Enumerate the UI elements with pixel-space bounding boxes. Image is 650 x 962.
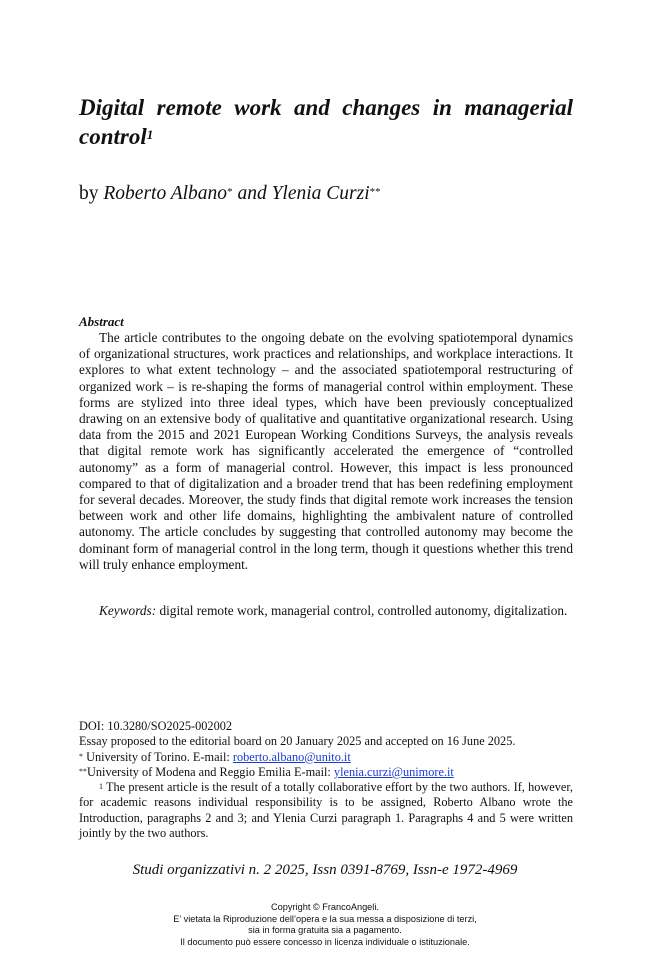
email-link-curzi[interactable]: ylenia.curzi@unimore.it	[333, 764, 454, 779]
journal-citation: Studi organizzativi n. 2 2025, Issn 0391-8769, Issn-e 1972-4969	[132, 862, 518, 878]
copyright-line-4: Il documento può essere concesso in licenza individuale o istituzionale.	[180, 936, 470, 947]
affiliation-1-mark: *	[79, 751, 83, 761]
byline-conjunction: and	[237, 183, 267, 204]
copyright-line-1: Copyright © FrancoAngeli.	[271, 902, 379, 912]
essay-dates-line: Essay proposed to the editorial board on 20 January 2025 and accepted on 16 June 2025.	[79, 734, 516, 749]
article-title	[79, 93, 573, 151]
author-1-mark: *	[227, 186, 233, 198]
abstract-heading: Abstract	[79, 314, 124, 329]
author-2-mark: **	[369, 186, 381, 198]
copyright-line-2: E’ vietata la Riproduzione dell’opera e la sua messa a disposizione di terzi,	[173, 913, 477, 924]
footnote-1	[79, 780, 573, 841]
affiliation-1-text: University of Torino. E-mail:	[83, 749, 233, 764]
abstract-body: The article contributes to the ongoing debate on the evolving spatiotemporal dynamics of organizational structures, work practices and relationships, and workplace interactions. It explores to what extent technology – and the associated spatiotemporal restructuring of organized work – is re-shaping the forms of managerial control within employment. These forms are stylized into three ideal types, which have been previously conceptualized drawing on an extensive body of qualitative and quantitative organizational research. Using data from the 2015 and 2021 European Working Conditions Surveys, the analysis reveals that digital remote work has significantly accelerated the emergence of “controlled autonomy” as a form of managerial control. However, this impact is less pronounced compared to that of digitalization and a broader trend that has been redefining employment for several decades. Moreover, the study finds that digital remote work increases the tension between work and other life domains, highlighting the ambivalent nature of controlled autonomy. The article concludes by suggesting that controlled autonomy may become the dominant form of managerial control in the long term, though it questions whether this trend will truly enhance employment.	[79, 330, 573, 572]
footnote-1-text: The present article is the result of a totally collaborative effort by the two authors. If, however, for academic reasons individual responsibility is to be assigned, Roberto Albano wrote the Introduction, paragraphs 2 and 3; and Ylenia Curzi paragraph 1. Paragraphs 4 and 5 were written jointly by the two authors.	[79, 780, 573, 841]
keywords-label: Keywords:	[99, 603, 157, 618]
byline-prefix: by	[79, 183, 99, 204]
front-matter-notes	[79, 719, 573, 841]
affiliation-2-text: University of Modena and Reggio Emilia E-mail:	[87, 764, 334, 779]
author-byline	[79, 181, 381, 207]
email-link-albano[interactable]: roberto.albano@unito.it	[232, 749, 351, 764]
author-name-1: Roberto Albano	[103, 183, 228, 204]
article-title-text: Digital remote work and changes in managerial control	[79, 95, 573, 149]
author-name-2: Ylenia Curzi	[271, 183, 370, 204]
title-footnote-mark[interactable]: 1	[146, 127, 154, 142]
doi-line: DOI: 10.3280/SO2025-002002	[79, 719, 233, 733]
keywords-list: digital remote work, managerial control, controlled autonomy, digitalization.	[159, 603, 568, 618]
keywords	[79, 603, 573, 619]
footnote-1-mark: 1	[99, 782, 103, 792]
copyright-notice	[0, 902, 650, 948]
affiliation-2-mark: **	[79, 766, 87, 776]
copyright-line-3: sia in forma gratuita sia a pagamento.	[248, 925, 402, 936]
affiliation-2	[79, 765, 573, 780]
affiliation-1	[79, 750, 573, 765]
